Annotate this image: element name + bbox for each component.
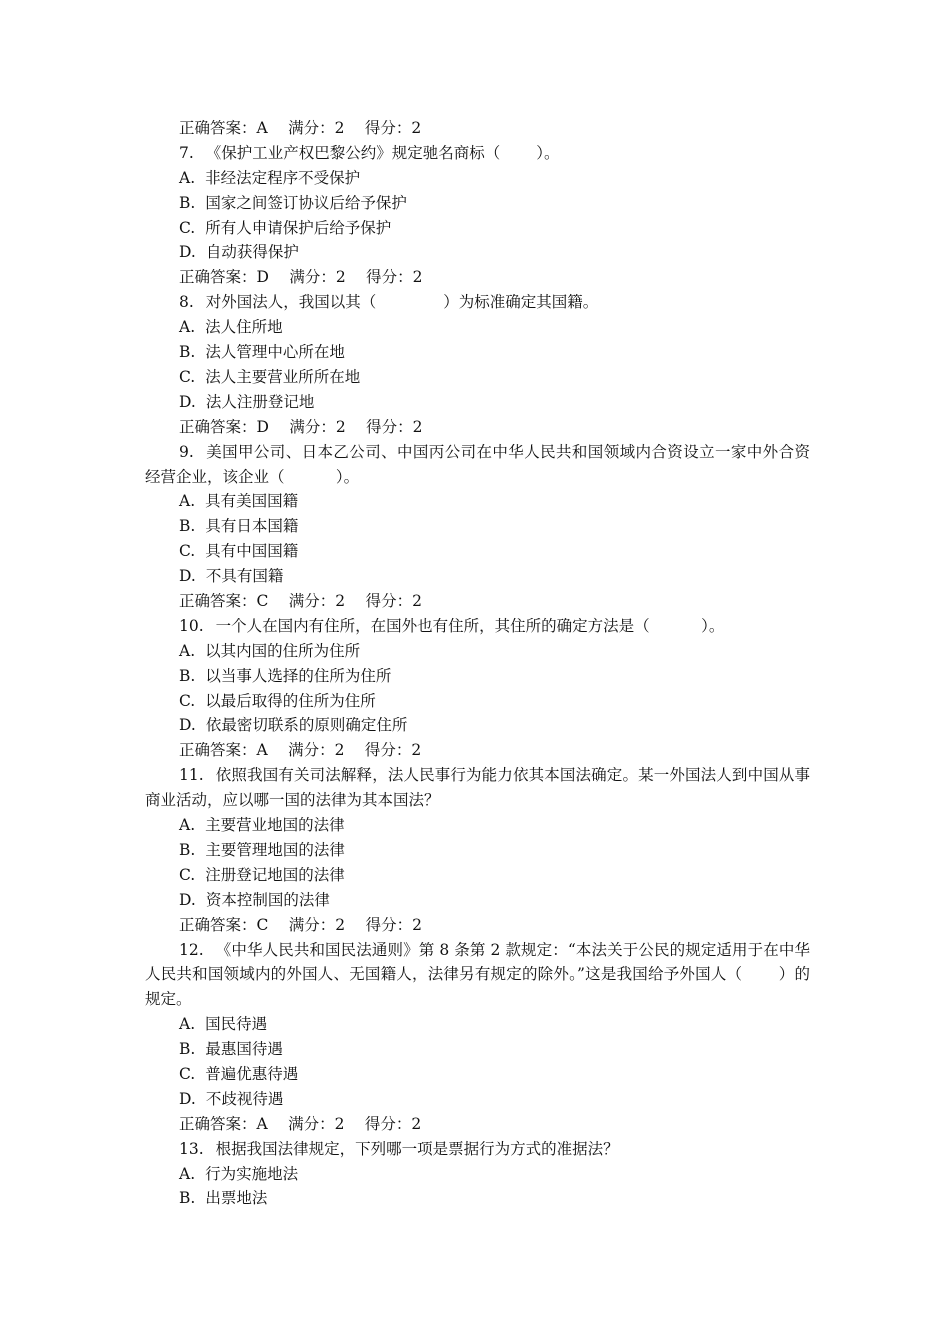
option-item <box>145 1186 810 1211</box>
question-stem <box>145 1137 810 1162</box>
option-letter: D. <box>179 890 196 909</box>
question-stem <box>145 763 810 813</box>
question-block <box>145 763 810 937</box>
question-block <box>145 290 810 439</box>
option-item <box>145 166 810 191</box>
option-text: 最惠国待遇 <box>205 1040 283 1059</box>
answer-text: 正确答案：D 满分：2 得分：2 <box>179 417 423 436</box>
option-text: 具有美国国籍 <box>205 492 299 511</box>
option-letter: B. <box>179 1040 196 1059</box>
option-text: 不歧视待遇 <box>205 1089 284 1108</box>
option-letter: B. <box>179 1189 196 1208</box>
question-block <box>145 1137 810 1212</box>
option-item <box>145 1087 810 1112</box>
option-text: 具有中国国籍 <box>205 542 299 561</box>
answer-text: 正确答案：A 满分：2 得分：2 <box>179 119 422 137</box>
option-text: 国民待遇 <box>205 1015 268 1034</box>
option-text: 非经法定程序不受保护 <box>205 168 361 187</box>
option-text: 具有日本国籍 <box>205 517 299 536</box>
question-block <box>145 141 810 290</box>
answer-line <box>145 265 810 290</box>
option-letter: A. <box>179 1164 196 1183</box>
option-item <box>145 240 810 265</box>
option-text: 所有人申请保护后给予保护 <box>205 218 392 237</box>
question-block <box>145 440 810 614</box>
question-number: 10. <box>179 616 204 635</box>
answer-text: 正确答案：C 满分：2 得分：2 <box>179 591 422 610</box>
option-item <box>145 315 810 340</box>
option-item <box>145 664 810 689</box>
option-item <box>145 340 810 365</box>
option-text: 法人管理中心所在地 <box>205 343 345 362</box>
option-text: 自动获得保护 <box>205 243 299 262</box>
option-letter: D. <box>179 243 196 262</box>
document-body <box>145 116 810 1211</box>
question-stem <box>145 141 810 166</box>
option-item <box>145 639 810 664</box>
option-letter: C. <box>179 865 196 884</box>
question-number: 9. <box>179 442 194 461</box>
option-letter: C. <box>179 218 196 237</box>
option-item <box>145 1037 810 1062</box>
option-text: 法人住所地 <box>205 318 283 337</box>
option-item <box>145 1062 810 1087</box>
option-text: 普遍优惠待遇 <box>205 1065 299 1083</box>
option-item <box>145 1012 810 1037</box>
option-item <box>145 564 810 589</box>
option-text: 以当事人选择的住所为住所 <box>205 666 392 685</box>
option-letter: D. <box>179 716 196 735</box>
option-item <box>145 713 810 738</box>
option-letter: A. <box>179 168 196 187</box>
question-text: 对外国法人，我国以其（ ）为标准确定其国籍。 <box>205 293 599 312</box>
answer-line <box>145 415 810 440</box>
option-text: 资本控制国的法律 <box>205 890 330 909</box>
option-letter: B. <box>179 343 196 362</box>
option-item <box>145 888 810 913</box>
question-stem <box>145 938 810 1013</box>
option-item <box>145 390 810 415</box>
answer-line <box>145 589 810 614</box>
question-stem <box>145 290 810 315</box>
option-item <box>145 365 810 390</box>
question-number: 12. <box>179 940 204 959</box>
option-letter: C. <box>179 1065 196 1083</box>
option-letter: D. <box>179 567 196 586</box>
option-text: 国家之间签订协议后给予保护 <box>205 193 407 212</box>
option-text: 行为实施地法 <box>205 1164 299 1183</box>
option-item <box>145 216 810 241</box>
question-text: 一个人在国内有住所，在国外也有住所，其住所的确定方法是（ ）。 <box>215 616 725 635</box>
answer-line <box>145 913 810 938</box>
option-item <box>145 489 810 514</box>
question-block <box>145 614 810 763</box>
option-letter: A. <box>179 318 196 337</box>
option-item <box>145 863 810 888</box>
option-text: 依最密切联系的原则确定住所 <box>205 716 408 735</box>
option-text: 出票地法 <box>205 1189 268 1208</box>
option-item <box>145 514 810 539</box>
option-letter: A. <box>179 641 196 660</box>
option-text: 主要管理地国的法律 <box>205 840 345 859</box>
question-text: 根据我国法律规定，下列哪一项是票据行为方式的准据法？ <box>215 1139 619 1158</box>
answer-text: 正确答案：D 满分：2 得分：2 <box>179 268 423 287</box>
answer-line <box>145 738 810 763</box>
question-block <box>145 938 810 1137</box>
option-text: 注册登记地国的法律 <box>205 865 345 884</box>
option-item <box>145 1162 810 1187</box>
answer-text: 正确答案：C 满分：2 得分：2 <box>179 915 422 934</box>
question-number: 8. <box>179 293 194 312</box>
option-letter: B. <box>179 193 196 212</box>
option-letter: B. <box>179 840 196 859</box>
option-item <box>145 689 810 714</box>
option-text: 法人注册登记地 <box>205 392 315 411</box>
question-list <box>145 141 810 1211</box>
option-letter: C. <box>179 542 196 561</box>
option-text: 以最后取得的住所为住所 <box>205 691 376 710</box>
question-stem <box>145 614 810 639</box>
option-text: 法人主要营业所所在地 <box>205 367 361 386</box>
option-letter: D. <box>179 1089 196 1108</box>
question-number: 11. <box>179 766 204 785</box>
option-text: 以其内国的住所为住所 <box>205 641 361 660</box>
question-number: 7. <box>179 143 194 162</box>
answer-text: 正确答案：A 满分：2 得分：2 <box>179 1114 422 1133</box>
option-text: 主要营业地国的法律 <box>205 816 345 835</box>
option-letter: B. <box>179 517 196 536</box>
option-letter: A. <box>179 816 196 835</box>
option-letter: A. <box>179 1015 196 1034</box>
option-text: 不具有国籍 <box>205 567 284 586</box>
prev-answer-line <box>145 116 810 141</box>
question-number: 13. <box>179 1139 204 1158</box>
question-text: 《保护工业产权巴黎公约》规定驰名商标（ ）。 <box>205 143 560 162</box>
option-letter: C. <box>179 367 196 386</box>
option-item <box>145 539 810 564</box>
option-letter: A. <box>179 492 196 511</box>
option-letter: D. <box>179 392 196 411</box>
question-text: 依照我国有关司法解释，法人民事行为能力依其本国法确定。某一外国法人到中国从事商业活动，应以哪一国的法律为其本国法？ <box>145 766 810 810</box>
question-text: 《中华人民共和国民法通则》第 8 条第 2 款规定：“本法关于公民的规定适用于在中华人民共和国领域内的外国人、无国籍人，法律另有规定的除外。”这是我国给予外国人（ ）的规定。 <box>145 940 810 1009</box>
option-letter: C. <box>179 691 196 710</box>
option-item <box>145 813 810 838</box>
question-text: 美国甲公司、日本乙公司、中国丙公司在中华人民共和国领域内合资设立一家中外合资经营企业，该企业（ ）。 <box>145 442 810 486</box>
option-letter: B. <box>179 666 196 685</box>
question-stem <box>145 440 810 490</box>
answer-text: 正确答案：A 满分：2 得分：2 <box>179 741 422 760</box>
answer-line <box>145 1112 810 1137</box>
option-item <box>145 191 810 216</box>
option-item <box>145 838 810 863</box>
